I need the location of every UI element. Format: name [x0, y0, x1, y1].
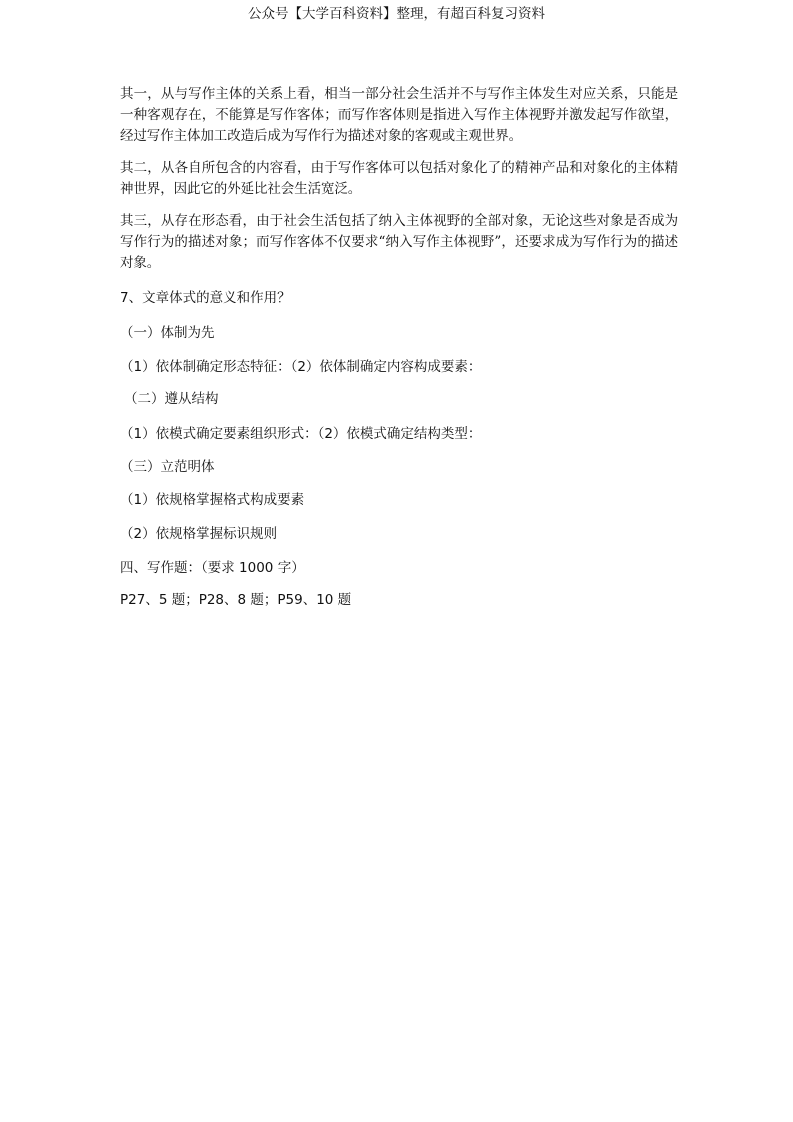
section-1-items: （1）依体制确定形态特征：（2）依体制确定内容构成要素：	[120, 359, 482, 375]
section-3-item-2: （2）依规格掌握标识规则	[120, 526, 278, 542]
page-header: 公众号【大学百科资料】整理，有超百科复习资料	[248, 6, 545, 22]
section-2-items: （1）依模式确定要素组织形式：（2）依模式确定结构类型：	[120, 426, 482, 442]
paragraph-third: 其三，从存在形态看，由于社会生活包括了纳入主体视野的全部对象，无论这些对象是否成为写作行为的描述对象；而写作客体不仅要求“纳入写作主体视野”，还要求成为写作行为的描述对象。	[120, 213, 678, 271]
page-references: P27、5 题；P28、8 题；P59、10 题	[120, 592, 352, 608]
question-heading: 7、文章体式的意义和作用？	[120, 290, 291, 306]
writing-task-heading: 四、写作题：（要求 1000 字）	[120, 560, 305, 576]
paragraph-first: 其一，从与写作主体的关系上看，相当一部分社会生活并不与写作主体发生对应关系，只能是一种客观存在，不能算是写作客体；而写作客体则是指进入写作主体视野并激发起写作欲望，经过写作主体加工改造后成为写作行为描述对象的客观或主观世界。	[120, 86, 678, 144]
document-body	[120, 84, 678, 608]
section-heading-3: （三）立范明体	[120, 459, 215, 475]
section-3-item-1: （1）依规格掌握格式构成要素	[120, 492, 305, 508]
paragraph-second: 其二，从各自所包含的内容看，由于写作客体可以包括对象化了的精神产品和对象化的主体精神世界，因此它的外延比社会生活宽泛。	[120, 160, 678, 197]
section-heading-2: （二）遵从结构	[124, 391, 219, 407]
section-heading-1: （一）体制为先	[120, 325, 215, 341]
